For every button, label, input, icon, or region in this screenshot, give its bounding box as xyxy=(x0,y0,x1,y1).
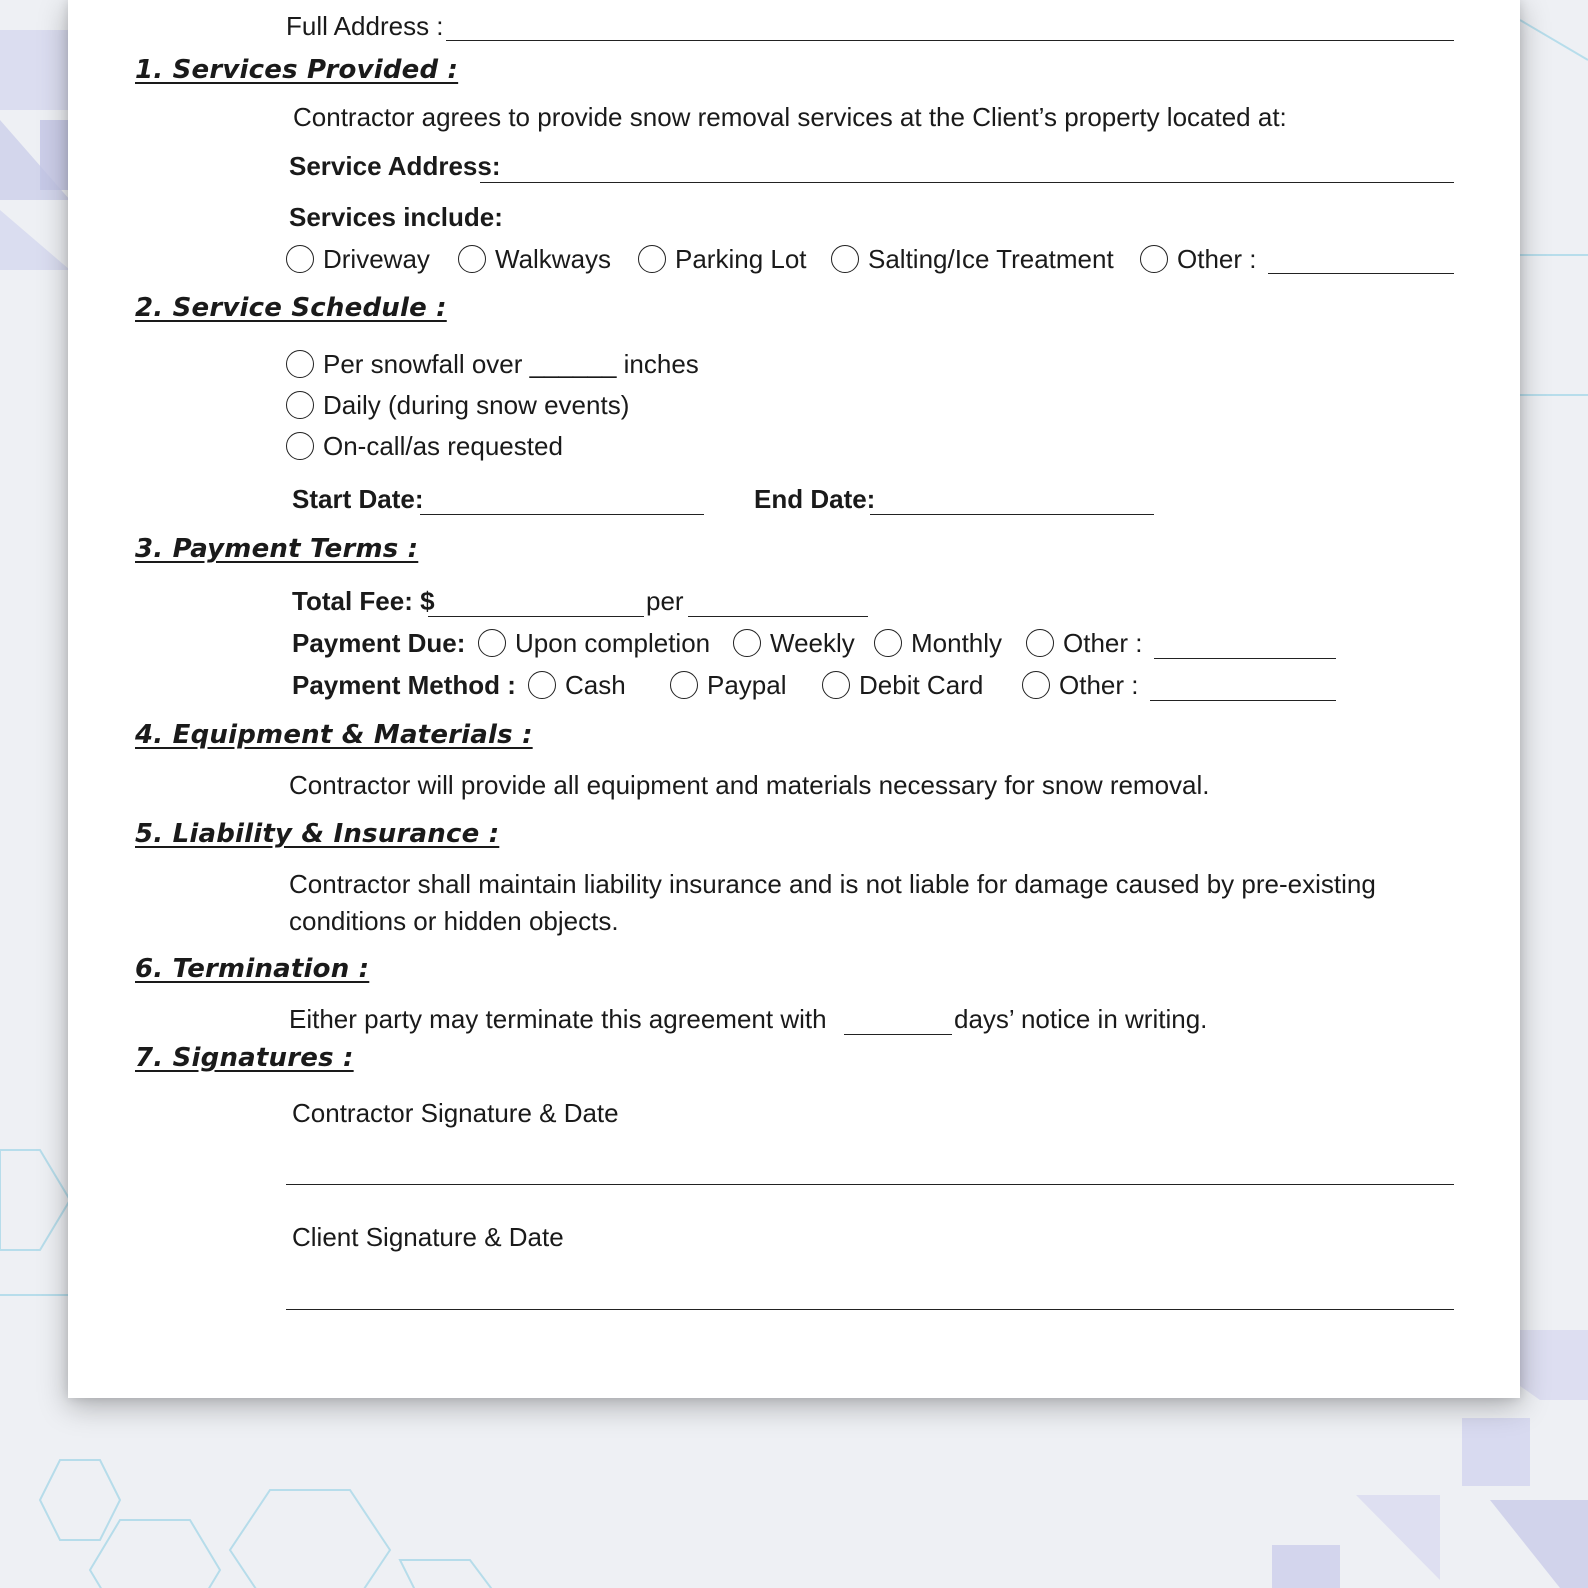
section-1-heading: 1. Services Provided : xyxy=(135,55,459,85)
service-address-label: Service Address: xyxy=(289,151,501,181)
service-address-field[interactable] xyxy=(480,182,1454,183)
option-label: Upon completion xyxy=(515,628,711,658)
section-2-heading: 2. Service Schedule : xyxy=(135,293,447,323)
due-upon-completion[interactable] xyxy=(478,627,710,659)
client-signature-label: Client Signature & Date xyxy=(292,1222,564,1252)
radio-icon[interactable] xyxy=(478,629,506,657)
payment-due-label: Payment Due: xyxy=(292,628,466,658)
payment-method-label: Payment Method : xyxy=(292,670,516,700)
due-other[interactable] xyxy=(1026,627,1142,659)
option-label: Salting/Ice Treatment xyxy=(868,244,1114,274)
section-4-heading: 4. Equipment & Materials : xyxy=(135,720,533,750)
radio-icon[interactable] xyxy=(638,245,666,273)
option-label: Per snowfall over ______ inches xyxy=(323,349,699,379)
total-fee-label: Total Fee: $ xyxy=(292,586,435,616)
option-label: Walkways xyxy=(495,244,612,274)
schedule-on-call[interactable] xyxy=(286,430,563,462)
radio-icon[interactable] xyxy=(286,432,314,460)
option-label: Monthly xyxy=(911,628,1003,658)
option-label: Parking Lot xyxy=(675,244,807,274)
end-date-label: End Date: xyxy=(754,484,876,514)
option-label: Other : xyxy=(1177,244,1257,274)
radio-icon[interactable] xyxy=(286,350,314,378)
option-label: On-call/as requested xyxy=(323,431,563,461)
method-cash[interactable] xyxy=(528,669,626,701)
radio-icon[interactable] xyxy=(822,671,850,699)
due-weekly[interactable] xyxy=(733,627,855,659)
option-label: Driveway xyxy=(323,244,430,274)
equipment-text: Contractor will provide all equipment and materials necessary for snow removal. xyxy=(289,770,1210,800)
radio-icon[interactable] xyxy=(1140,245,1168,273)
full-address-field[interactable] xyxy=(446,40,1454,41)
notice-days-field[interactable] xyxy=(844,1034,952,1035)
radio-icon[interactable] xyxy=(528,671,556,699)
client-signature-field[interactable] xyxy=(286,1309,1454,1310)
start-date-field[interactable] xyxy=(420,514,704,515)
due-monthly[interactable] xyxy=(874,627,1002,659)
method-debit-card[interactable] xyxy=(822,669,983,701)
option-parking-lot[interactable] xyxy=(638,243,807,275)
radio-icon[interactable] xyxy=(831,245,859,273)
per-label: per xyxy=(646,586,684,616)
services-intro-text: Contractor agrees to provide snow removal services at the Client’s property located at: xyxy=(293,102,1287,132)
method-paypal[interactable] xyxy=(670,669,787,701)
option-label: Paypal xyxy=(707,670,787,700)
option-label: Weekly xyxy=(770,628,855,658)
section-3-heading: 3. Payment Terms : xyxy=(135,534,419,564)
liability-text-line1: Contractor shall maintain liability insurance and is not liable for damage caused by pre-existing xyxy=(289,869,1376,899)
schedule-daily[interactable] xyxy=(286,389,629,421)
radio-icon[interactable] xyxy=(1026,629,1054,657)
other-service-field[interactable] xyxy=(1268,273,1454,274)
full-address-label: Full Address : xyxy=(286,11,444,41)
contractor-signature-field[interactable] xyxy=(286,1184,1454,1185)
schedule-per-snowfall[interactable] xyxy=(286,348,699,380)
method-other[interactable] xyxy=(1022,669,1138,701)
services-include-label: Services include: xyxy=(289,202,503,232)
termination-text-after: days’ notice in writing. xyxy=(954,1004,1208,1034)
per-period-field[interactable] xyxy=(688,616,868,617)
contract-page xyxy=(68,0,1520,1398)
radio-icon[interactable] xyxy=(733,629,761,657)
section-6-heading: 6. Termination : xyxy=(135,954,370,984)
option-label: Debit Card xyxy=(859,670,984,700)
contractor-signature-label: Contractor Signature & Date xyxy=(292,1098,619,1128)
option-label: Cash xyxy=(565,670,626,700)
option-driveway[interactable] xyxy=(286,243,430,275)
radio-icon[interactable] xyxy=(874,629,902,657)
section-5-heading: 5. Liability & Insurance : xyxy=(135,819,500,849)
radio-icon[interactable] xyxy=(1022,671,1050,699)
start-date-label: Start Date: xyxy=(292,484,424,514)
end-date-field[interactable] xyxy=(870,514,1154,515)
option-label: Other : xyxy=(1063,628,1143,658)
radio-icon[interactable] xyxy=(670,671,698,699)
termination-text-before: Either party may terminate this agreement with xyxy=(289,1004,827,1034)
radio-icon[interactable] xyxy=(458,245,486,273)
option-label: Daily (during snow events) xyxy=(323,390,630,420)
total-fee-field[interactable] xyxy=(428,616,644,617)
liability-text-line2: conditions or hidden objects. xyxy=(289,906,619,936)
radio-icon[interactable] xyxy=(286,391,314,419)
section-7-heading: 7. Signatures : xyxy=(135,1043,354,1073)
option-other-service[interactable] xyxy=(1140,243,1256,275)
radio-icon[interactable] xyxy=(286,245,314,273)
option-salting[interactable] xyxy=(831,243,1114,275)
option-walkways[interactable] xyxy=(458,243,611,275)
due-other-field[interactable] xyxy=(1154,658,1336,659)
method-other-field[interactable] xyxy=(1150,700,1336,701)
option-label: Other : xyxy=(1059,670,1139,700)
